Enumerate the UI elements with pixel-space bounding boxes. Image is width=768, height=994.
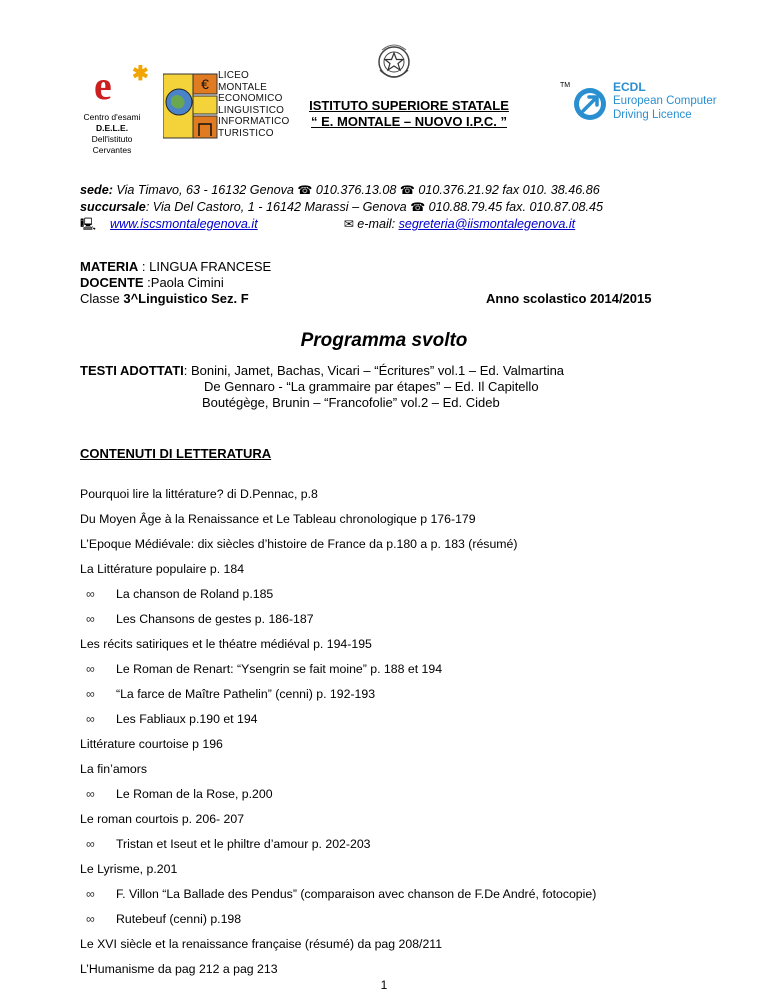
succursale-text: : Via Del Castoro, 1 - 16142 Marassi – Genova bbox=[145, 200, 411, 214]
sede-phone-1: 010.376.13.08 bbox=[312, 183, 400, 197]
testi-book-1: : Bonini, Jamet, Bachas, Vicari – “Écritures” vol.1 – Ed. Valmartina bbox=[183, 363, 565, 378]
docente-label: DOCENTE bbox=[80, 275, 144, 290]
materia-label: MATERIA bbox=[80, 259, 139, 274]
telephone-icon: ☎ bbox=[399, 183, 415, 197]
bullet-list-item bbox=[86, 661, 686, 677]
sede-phone-2: 010.376.21.92 fax 010. 38.46.86 bbox=[414, 183, 600, 197]
email-link[interactable]: segreteria@iismontalegenova.it bbox=[398, 217, 576, 231]
bullet-icon: ∞ bbox=[86, 837, 95, 851]
bullet-icon: ∞ bbox=[86, 612, 95, 626]
materia-line bbox=[80, 259, 271, 275]
sede-text: Via Timavo, 63 - 16132 Genova bbox=[112, 183, 298, 197]
list-item: Le Lyrisme, p.201 bbox=[80, 862, 178, 876]
bullet-icon: ∞ bbox=[86, 687, 95, 701]
envelope-icon: ✉ bbox=[343, 217, 354, 231]
docente-value: :Paola Cimini bbox=[143, 275, 224, 290]
list-item: La fin’amors bbox=[80, 762, 147, 776]
school-name-line-1: ISTITUTO SUPERIORE STATALE bbox=[309, 98, 509, 113]
bullet-list-item bbox=[86, 886, 726, 902]
succursale-address bbox=[80, 199, 603, 216]
bullet-icon: ∞ bbox=[86, 887, 95, 901]
liceo-line: INFORMATICO bbox=[218, 116, 290, 128]
succursale-phone: 010.88.79.45 fax. 010.87.08.45 bbox=[425, 200, 604, 214]
bullet-icon: ∞ bbox=[86, 587, 95, 601]
bullet-list-item bbox=[86, 911, 686, 927]
computer-icon: 🖳 bbox=[80, 217, 97, 231]
cervantes-line: Cervantes bbox=[92, 145, 132, 155]
testi-line-1 bbox=[80, 363, 564, 379]
cervantes-caption bbox=[80, 112, 144, 156]
liceo-line: LINGUISTICO bbox=[218, 104, 285, 116]
testi-label: TESTI ADOTTATI bbox=[80, 363, 184, 378]
cervantes-line: D.E.L.E. bbox=[95, 123, 129, 133]
section-heading: CONTENUTI DI LETTERATURA bbox=[80, 446, 272, 461]
italian-republic-emblem-icon bbox=[374, 40, 414, 86]
list-item: L’Epoque Médiévale: dix siècles d’histoire de France da p.180 a p. 183 (résumé) bbox=[80, 537, 518, 551]
classe-value: 3^Linguistico Sez. F bbox=[123, 291, 249, 306]
bullet-icon: ∞ bbox=[86, 787, 95, 801]
school-name-line-2: “ E. MONTALE – NUOVO I.P.C. ” bbox=[311, 114, 507, 129]
testi-book-2: De Gennaro - “La grammaire par étapes” – Ed. Il Capitello bbox=[204, 379, 539, 394]
list-item-text: Tristan et Iseut et le philtre d’amour p. 202-203 bbox=[116, 837, 371, 851]
telephone-icon: ☎ bbox=[297, 183, 313, 197]
materia-value: : LINGUA FRANCESE bbox=[138, 259, 272, 274]
cervantes-line: Centro d'esami bbox=[83, 112, 141, 122]
telephone-icon: ☎ bbox=[410, 200, 426, 214]
list-item: Pourquoi lire la littérature? di D.Pennac, p.8 bbox=[80, 487, 318, 501]
cervantes-logo bbox=[80, 63, 160, 156]
list-item-text: La chanson de Roland p.185 bbox=[116, 587, 274, 601]
website-link[interactable]: www.iscsmontalegenova.it bbox=[110, 217, 258, 231]
list-item: Les récits satiriques et le théatre médiéval p. 194-195 bbox=[80, 637, 372, 651]
list-item-text: Le Roman de Renart: “Ysengrin se fait moine” p. 188 et 194 bbox=[116, 662, 443, 676]
bullet-list-item bbox=[86, 611, 686, 627]
list-item: Le XVI siècle et la renaissance française (résumé) da pag 208/211 bbox=[80, 937, 443, 951]
ecdl-line: European Computer bbox=[613, 95, 717, 107]
bullet-list-item bbox=[86, 586, 686, 602]
list-item-text: F. Villon “La Ballade des Pendus” (comparaison avec chanson de F.De André, fotocopie) bbox=[116, 887, 597, 901]
sede-address bbox=[80, 182, 600, 199]
list-item-text: Le Roman de la Rose, p.200 bbox=[116, 787, 273, 801]
list-item: Littérature courtoise p 196 bbox=[80, 737, 223, 751]
cervantes-line: Dell'istituto bbox=[91, 134, 133, 144]
liceo-montale-logo bbox=[163, 70, 290, 142]
bullet-list-item bbox=[86, 836, 686, 852]
school-year bbox=[486, 291, 651, 307]
contacts-line bbox=[80, 216, 575, 233]
liceo-line: TURISTICO bbox=[218, 127, 274, 139]
bullet-icon: ∞ bbox=[86, 912, 95, 926]
list-item: Du Moyen Âge à la Renaissance et Le Tableau chronologique p 176-179 bbox=[80, 512, 476, 526]
list-item-text: Les Fabliaux p.190 et 194 bbox=[116, 712, 258, 726]
succursale-label: succursale bbox=[80, 200, 146, 214]
testi-book-3: Boutégège, Brunin – “Francofolie” vol.2 – Ed. Cideb bbox=[202, 395, 500, 410]
docente-line bbox=[80, 275, 224, 291]
classe-label: Classe bbox=[80, 291, 124, 306]
bullet-list-item bbox=[86, 711, 686, 727]
sede-label: sede: bbox=[80, 183, 113, 197]
school-year-value: Anno scolastico 2014/2015 bbox=[486, 291, 652, 306]
ecdl-arrow-icon bbox=[572, 86, 608, 122]
list-item: Le roman courtois p. 206- 207 bbox=[80, 812, 245, 826]
ecdl-logo bbox=[560, 80, 730, 130]
ecdl-trademark: TM bbox=[560, 82, 571, 89]
school-name bbox=[284, 98, 534, 130]
bullet-list-item bbox=[86, 686, 686, 702]
liceo-line: LICEO MONTALE bbox=[218, 70, 267, 93]
list-item-text: Les Chansons de gestes p. 186-187 bbox=[116, 612, 314, 626]
list-item: L’Humanisme da pag 212 a pag 213 bbox=[80, 962, 278, 976]
bullet-icon: ∞ bbox=[86, 712, 95, 726]
liceo-line: ECONOMICO bbox=[218, 93, 283, 105]
liceo-logo-text bbox=[218, 70, 289, 140]
bullet-list-item bbox=[86, 786, 686, 802]
email-label: e-mail: bbox=[353, 217, 399, 231]
classe-line bbox=[80, 291, 249, 307]
ecdl-name: ECDL bbox=[613, 80, 646, 94]
svg-text:€: € bbox=[201, 76, 209, 92]
page-title: Programma svolto bbox=[300, 330, 468, 351]
list-item-text: Rutebeuf (cenni) p.198 bbox=[116, 912, 242, 926]
cervantes-e-mark: e ✱ bbox=[94, 63, 149, 108]
list-item: La Littérature populaire p. 184 bbox=[80, 562, 245, 576]
list-item-text: “La farce de Maître Pathelin” (cenni) p. 192-193 bbox=[116, 687, 376, 701]
globe-euro-icon bbox=[163, 70, 219, 142]
bullet-icon: ∞ bbox=[86, 662, 95, 676]
page-number: 1 bbox=[380, 978, 388, 992]
ecdl-line: Driving Licence bbox=[613, 109, 692, 121]
cervantes-star-icon: ✱ bbox=[132, 63, 149, 85]
